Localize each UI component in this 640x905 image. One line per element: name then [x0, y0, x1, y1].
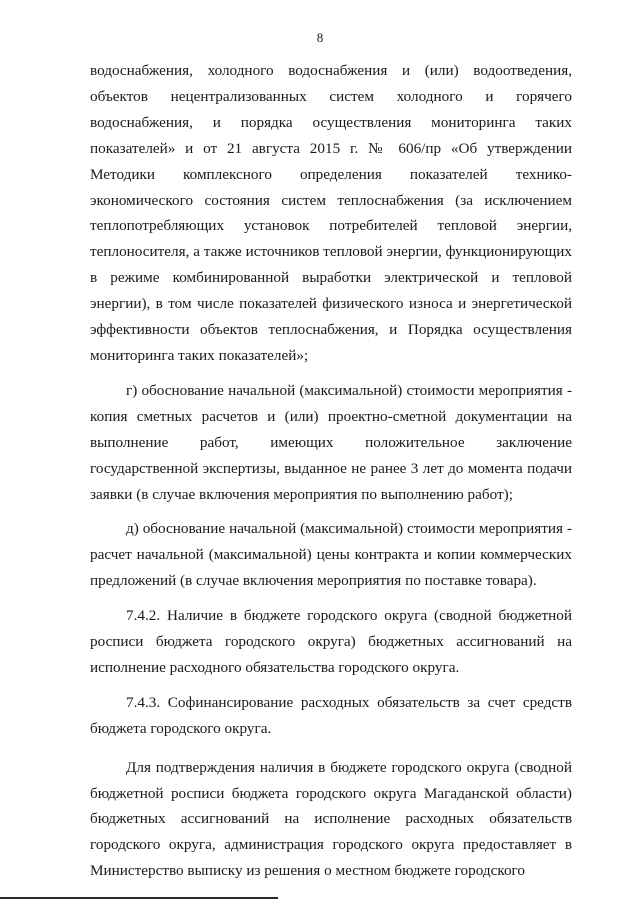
- paragraph-7-4-2: 7.4.2. Наличие в бюджете городского округа (сводной бюджетной росписи бюджета городского округа) бюджетных ассигнований на исполнение расходного обязательства городского округа.: [90, 607, 572, 676]
- paragraph-continuation: водоснабжения, холодного водоснабжения и (или) водоотведения, объектов нецентрализованных систем холодного и горячего водоснабжения, и порядка осуществления мониторинга таких показателей» и от 21 августа 2015 г. № 606/пр «Об утверждении Методики комплексного определения показателей технико-экономического состояния систем теплоснабжения (за исключением теплопотребляющих установок потребителей тепловой энергии, теплоносителя, а также источников тепловой энергии, функционирующих в режиме комбинированной выработки электрической и тепловой энергии), в том числе показателей физического износа и энергетической эффективности объектов теплоснабжения, и Порядка осуществления мониторинга таких показателей»;: [90, 62, 572, 364]
- paragraph-item-d: д) обоснование начальной (максимальной) стоимости мероприятия - расчет начальной (максимальной) цены контракта и копии коммерческих предложений (в случае включения мероприятия по поставке товара).: [90, 520, 572, 590]
- document-body: [90, 58, 572, 884]
- paragraph-item-g: г) обоснование начальной (максимальной) стоимости мероприятия - копия сметных расчетов и (или) проектно-сметной документации на выполнение работ, имеющих положительное заключение государственной экспертизы, выданное не ранее 3 лет до момента подачи заявки (в случае включения мероприятия по выполнению работ);: [90, 381, 572, 503]
- paragraph-7-4-3: 7.4.3. Софинансирование расходных обязательств за счет средств бюджета городского округа.: [90, 693, 572, 737]
- footer-rule: [0, 897, 278, 899]
- paragraph-confirmation: Для подтверждения наличия в бюджете городского округа (сводной бюджетной росписи бюджета городского округа Магаданской области) бюджетных ассигнований на исполнение расходных обязательств городского округа, администрация городского округа предоставляет в Министерство выписку из решения о местном бюджете городского: [90, 758, 572, 880]
- page-number: 8: [316, 30, 324, 45]
